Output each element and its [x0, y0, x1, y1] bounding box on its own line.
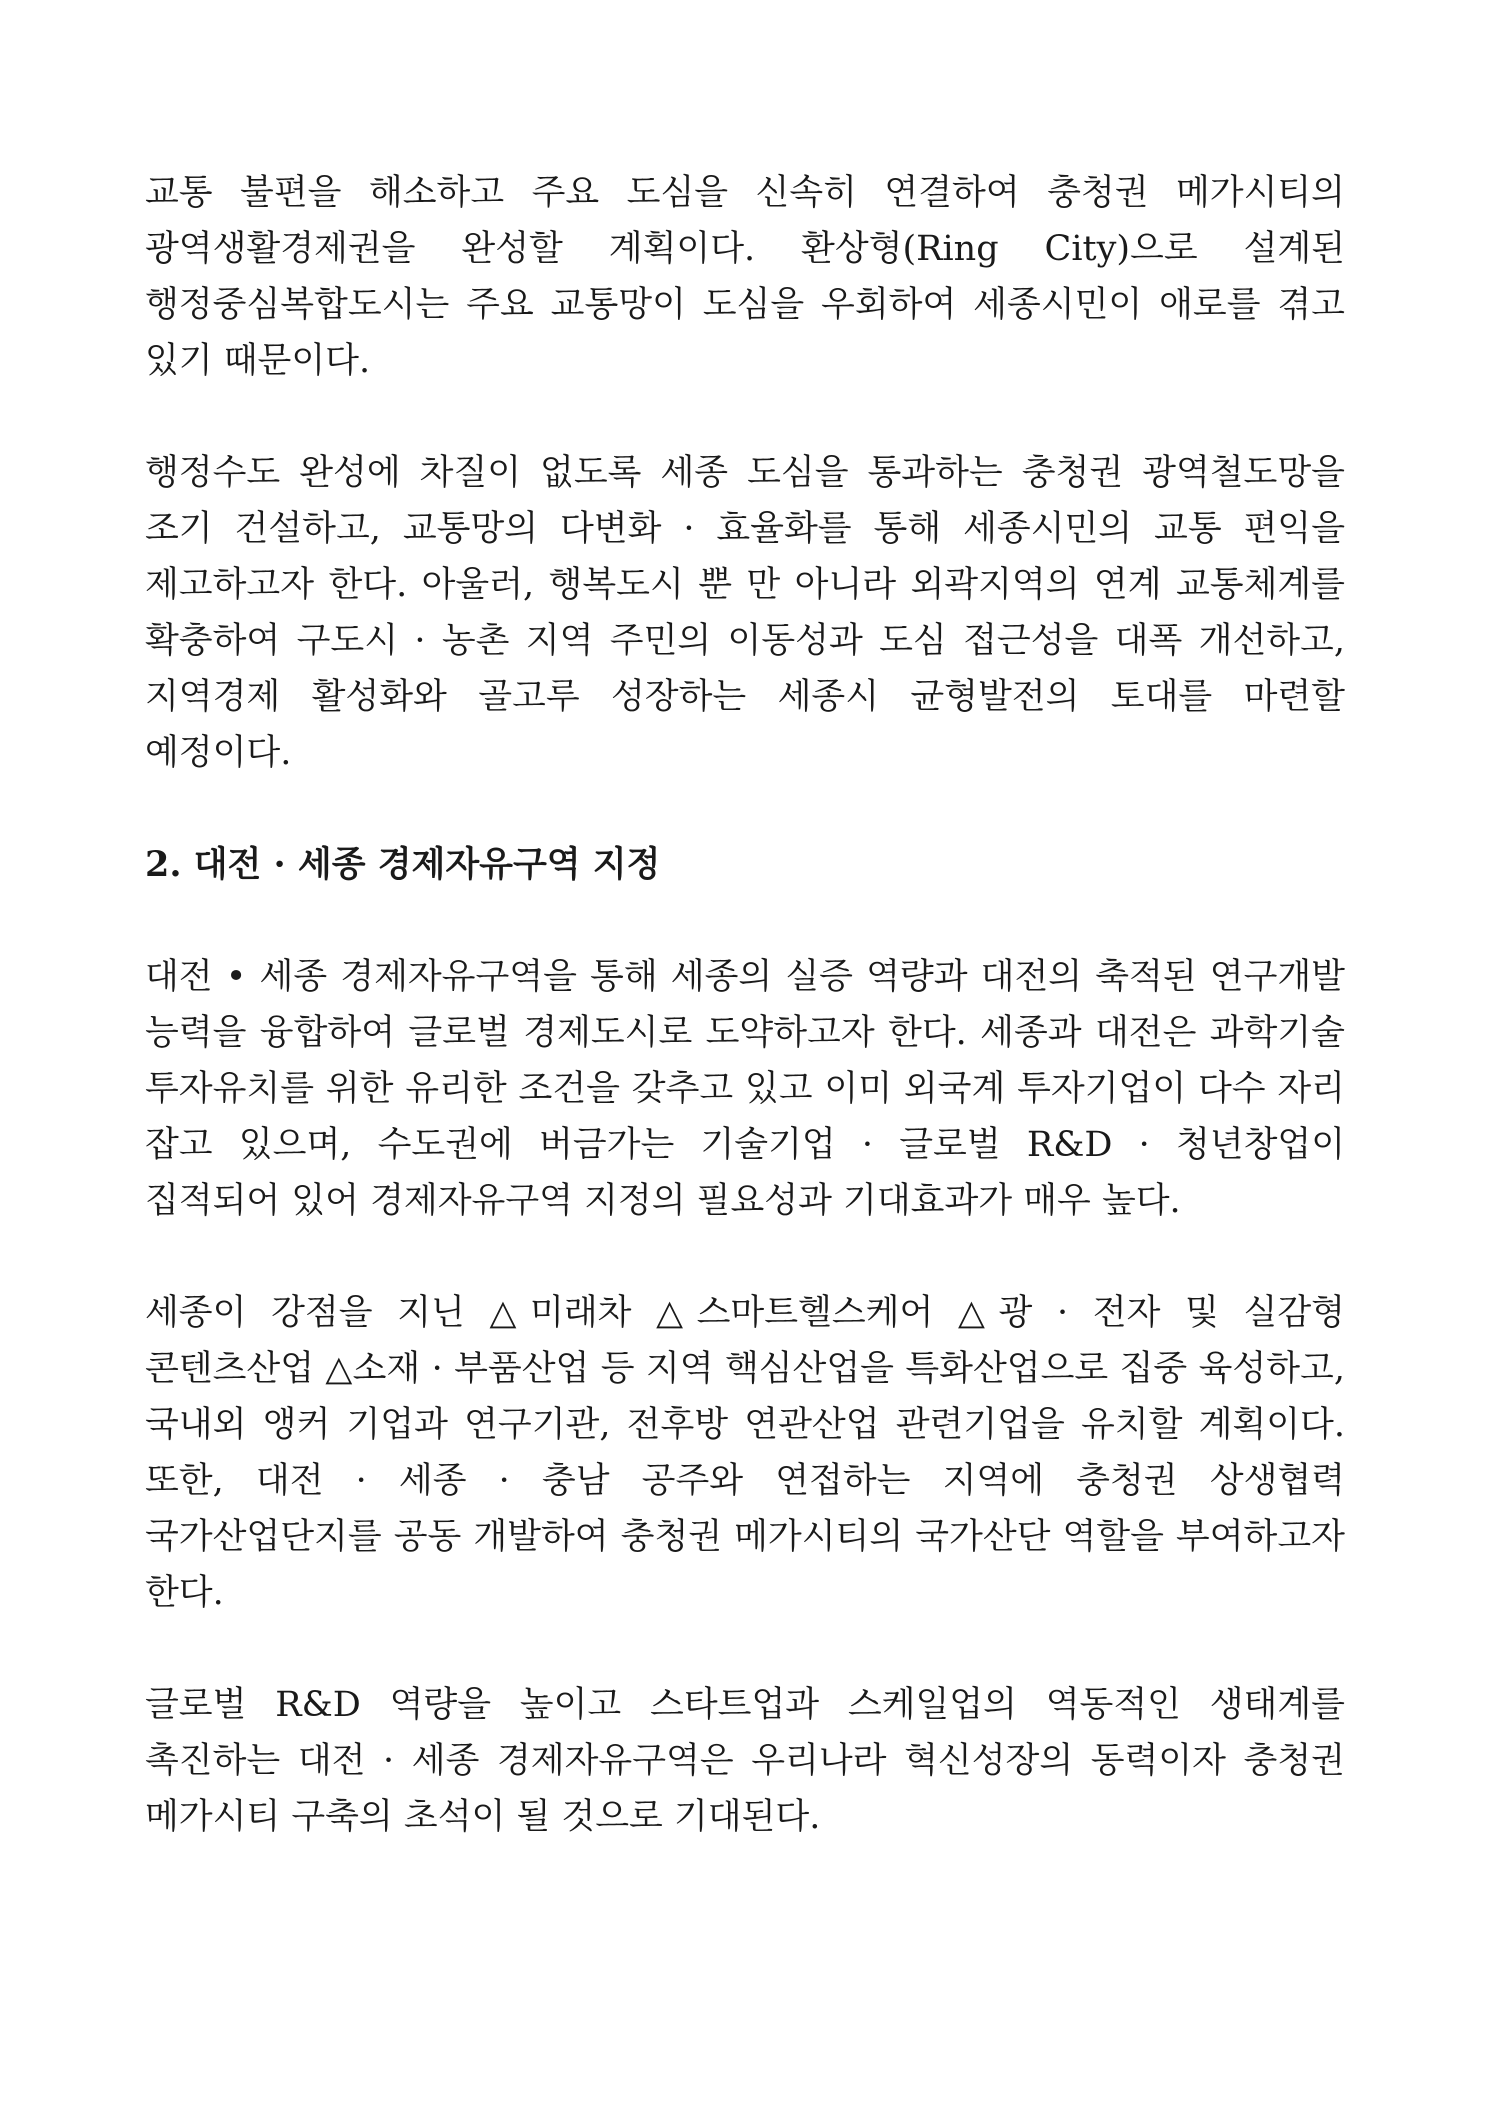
- paragraph-core-industries: 세종이 강점을 지닌 △미래차 △스마트헬스케어 △광 · 전자 및 실감형 콘텐츠산업 △소재 · 부품산업 등 지역 핵심산업을 특화산업으로 집중 육성하고, 국내외 앵커 기업과 연구기관, 전후방 연관산업 관련기업을 유치할 계획이다. 또한, 대전 · 세종 · 충남 공주와 연접하는 지역에 충청권 상생협력 국가산업단지를 공동 개발하여 충청권 메가시티의 국가산단 역할을 부여하고자 한다.: [145, 1293, 1345, 1613]
- section-heading: 2. 대전 · 세종 경제자유구역 지정: [145, 844, 661, 885]
- paragraph-free-economic-zone: 대전 • 세종 경제자유구역을 통해 세종의 실증 역량과 대전의 축적된 연구개발 능력을 융합하여 글로벌 경제도시로 도약하고자 한다. 세종과 대전은 과학기술 투자유치를 위한 유리한 조건을 갖추고 있고 이미 외국계 투자기업이 다수 자리 잡고 있으며, 수도권에 버금가는 기술기업 · 글로벌 R&D · 청년창업이 집적되어 있어 경제자유구역 지정의 필요성과 기대효과가 매우 높다.: [145, 957, 1345, 1221]
- paragraph-transport-connection: 교통 불편을 해소하고 주요 도심을 신속히 연결하여 충청권 메가시티의 광역생활경제권을 완성할 계획이다. 환상형(Ring City)으로 설계된 행정중심복합도시는 주요 교통망이 도심을 우회하여 세종시민이 애로를 겪고 있기 때문이다.: [145, 173, 1345, 381]
- document-page: [145, 165, 1345, 1845]
- paragraph-regional-railway: 행정수도 완성에 차질이 없도록 세종 도심을 통과하는 충청권 광역철도망을 조기 건설하고, 교통망의 다변화 · 효율화를 통해 세종시민의 교통 편익을 제고하고자 한다. 아울러, 행복도시 뿐 만 아니라 외곽지역의 연계 교통체계를 확충하여 구도시 · 농촌 지역 주민의 이동성과 도심 접근성을 대폭 개선하고, 지역경제 활성화와 골고루 성장하는 세종시 균형발전의 토대를 마련할 예정이다.: [145, 453, 1345, 773]
- paragraph-innovation-growth: 글로벌 R&D 역량을 높이고 스타트업과 스케일업의 역동적인 생태계를 촉진하는 대전 · 세종 경제자유구역은 우리나라 혁신성장의 동력이자 충청권 메가시티 구축의 초석이 될 것으로 기대된다.: [145, 1685, 1345, 1837]
